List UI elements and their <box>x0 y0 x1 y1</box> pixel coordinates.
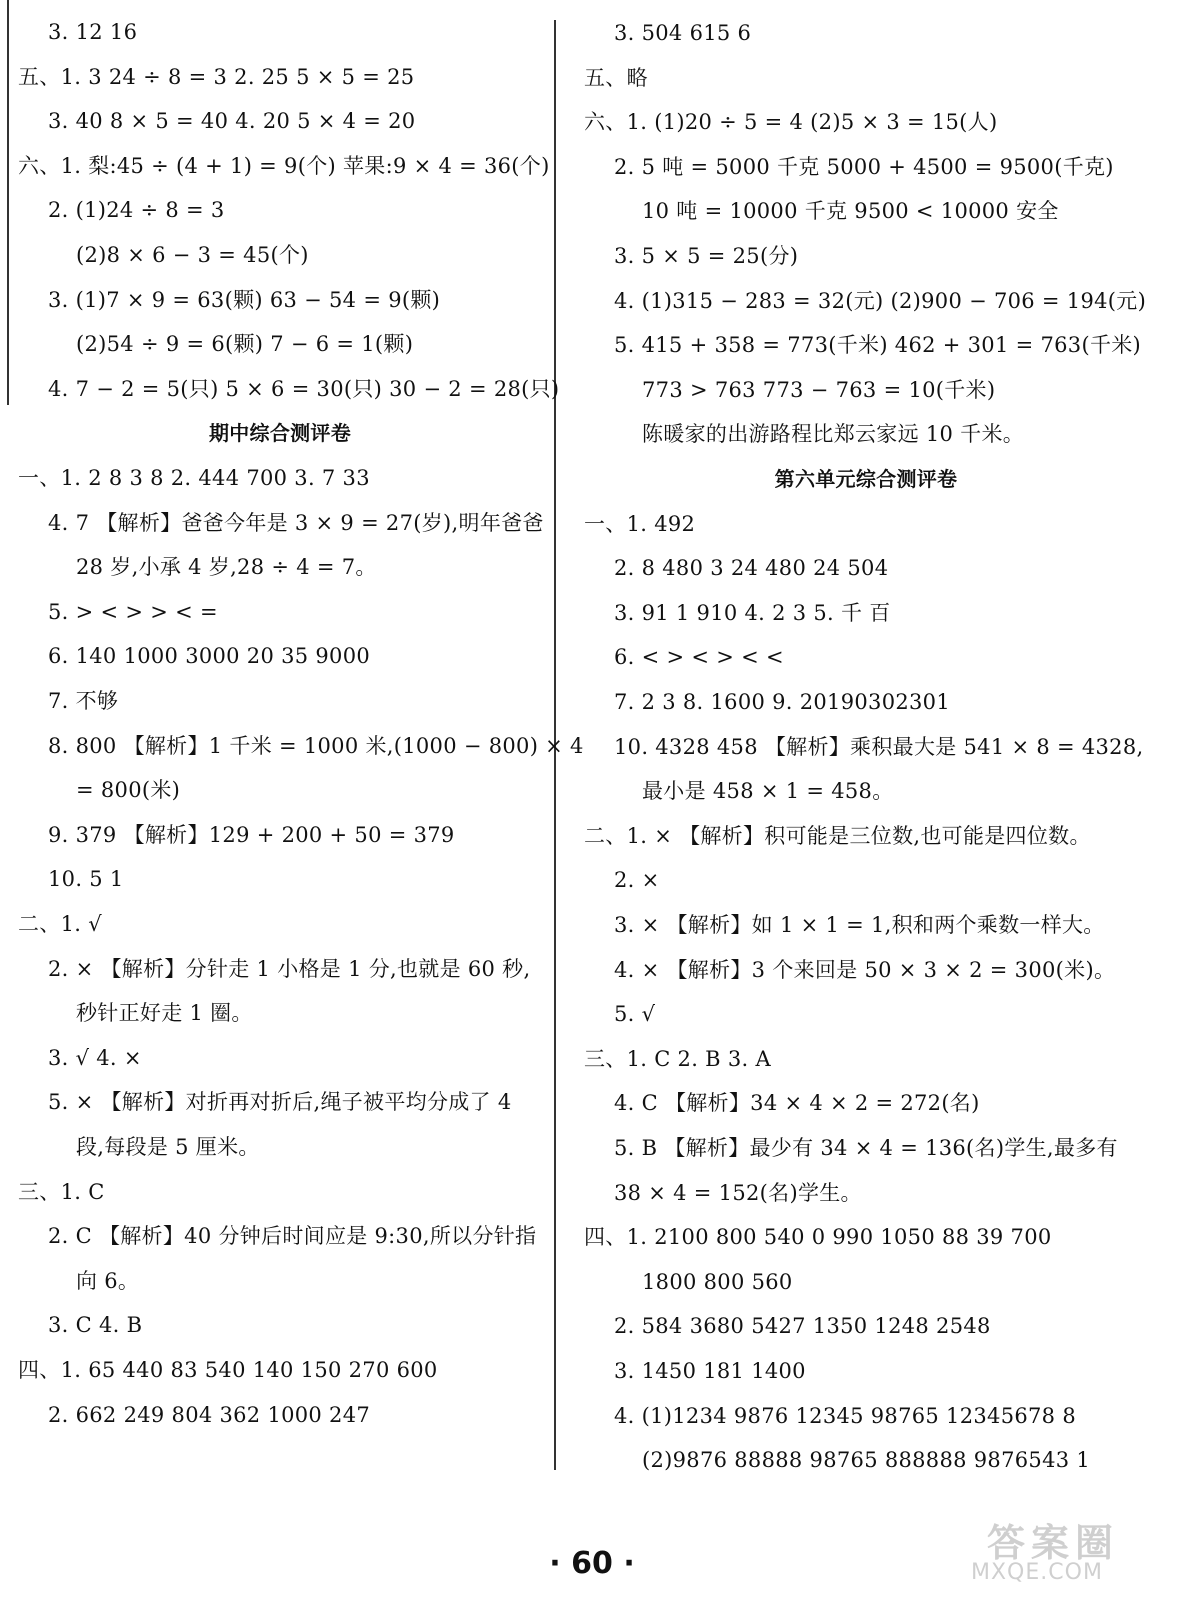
answer-line: 六、1. (1)20 ÷ 5 = 4 (2)5 × 3 = 15(人) <box>584 110 998 135</box>
answer-line: 段,每段是 5 厘米。 <box>76 1135 260 1159</box>
answer-line: 2. C 【解析】40 分钟后时间应是 9:30,所以分针指 <box>48 1224 537 1249</box>
answer-line: 6. 140 1000 3000 20 35 9000 <box>48 644 371 669</box>
watermark-brand: 答案圈 <box>987 1521 1120 1565</box>
answer-line: 4. (1)315 − 283 = 32(元) (2)900 − 706 = 194(元) <box>614 288 1147 313</box>
answer-line: 2. × 【解析】分针走 1 小格是 1 分,也就是 60 秒, <box>48 956 531 981</box>
answer-line: 10. 5 1 <box>48 867 124 892</box>
watermark-domain: MXQE.COM <box>971 1560 1103 1585</box>
answer-line: (2)8 × 6 − 3 = 45(个) <box>76 243 309 267</box>
answer-line: 向 6。 <box>76 1268 140 1293</box>
answer-line: 6. < > < > < < <box>614 645 784 670</box>
answer-line: 7. 2 3 8. 1600 9. 20190302301 <box>614 690 950 714</box>
answer-line: 2. 662 249 804 362 1000 247 <box>48 1402 371 1427</box>
answer-line: 3. 5 × 5 = 25(分) <box>614 244 799 268</box>
answer-line: 一、1. 492 <box>584 511 696 536</box>
answer-line: 最小是 458 × 1 = 458。 <box>642 779 894 804</box>
left-margin-rule <box>7 0 9 405</box>
section-heading: 期中综合测评卷 <box>208 421 352 446</box>
answer-line: 六、1. 梨:45 ÷ (4 + 1) = 9(个) 苹果:9 × 4 = 36(个) <box>18 153 550 178</box>
answer-line: 四、1. 2100 800 540 0 990 1050 88 39 700 <box>584 1225 1052 1250</box>
answer-line: 2. × <box>614 868 660 893</box>
answer-line: 五、略 <box>584 65 648 90</box>
answer-line: 3. C 4. B <box>48 1313 143 1338</box>
answer-line: 秒针正好走 1 圈。 <box>76 1001 253 1026</box>
answer-line: 3. (1)7 × 9 = 63(颗) 63 − 54 = 9(颗) <box>48 287 441 312</box>
section-heading: 第六单元综合测评卷 <box>774 467 958 491</box>
answer-line: 28 岁,小承 4 岁,28 ÷ 4 = 7。 <box>76 555 377 580</box>
answer-line: 4. (1)1234 9876 12345 98765 12345678 8 <box>614 1403 1076 1428</box>
answer-line: 8. 800 【解析】1 千米 = 1000 米,(1000 − 800) × 4 <box>48 733 584 758</box>
answer-line: 9. 379 【解析】129 + 200 + 50 = 379 <box>48 822 455 847</box>
answer-line: 2. (1)24 ÷ 8 = 3 <box>48 198 225 223</box>
answer-line: 三、1. C 2. B 3. A <box>584 1046 771 1071</box>
answer-line: 3. √ 4. × <box>48 1045 142 1070</box>
answer-line: (2)9876 88888 98765 888888 9876543 1 <box>642 1448 1091 1473</box>
answer-line: 3. 91 1 910 4. 2 3 5. 千 百 <box>614 600 891 625</box>
answer-line: 5. × 【解析】对折再对折后,绳子被平均分成了 4 <box>48 1090 512 1115</box>
answer-line: 3. 40 8 × 5 = 40 4. 20 5 × 4 = 20 <box>48 109 416 134</box>
answer-line: 5. > < > > < = <box>48 599 218 624</box>
answer-line: 4. C 【解析】34 × 4 × 2 = 272(名) <box>614 1091 980 1116</box>
answer-line: 3. 504 615 6 <box>614 21 752 45</box>
answer-line: 773 > 763 773 − 763 = 10(千米) <box>642 377 996 402</box>
answer-line: 四、1. 65 440 83 540 140 150 270 600 <box>18 1358 438 1382</box>
answer-line: (2)54 ÷ 9 = 6(颗) 7 − 6 = 1(颗) <box>76 332 414 357</box>
answer-line: 5. √ <box>614 1002 656 1027</box>
answer-line: 陈暖家的出游路程比郑云家远 10 千米。 <box>642 422 1025 447</box>
answer-line: 3. 12 16 <box>48 20 138 44</box>
answer-line: 二、1. √ <box>18 912 102 936</box>
answer-line: 二、1. × 【解析】积可能是三位数,也可能是四位数。 <box>584 823 1091 848</box>
answer-line: 2. 584 3680 5427 1350 1248 2548 <box>614 1314 991 1339</box>
answer-line: 1800 800 560 <box>642 1269 793 1294</box>
answer-line: 3. × 【解析】如 1 × 1 = 1,积和两个乘数一样大。 <box>614 913 1105 937</box>
answer-line: 3. 1450 181 1400 <box>614 1359 806 1383</box>
answer-line: 5. B 【解析】最少有 34 × 4 = 136(名)学生,最多有 <box>614 1136 1118 1160</box>
answer-line: 7. 不够 <box>48 689 119 713</box>
answer-line: 10 吨 = 10000 千克 9500 < 10000 安全 <box>642 199 1059 224</box>
answer-line: 三、1. C <box>18 1179 105 1204</box>
answer-line: 4. 7 − 2 = 5(只) 5 × 6 = 30(只) 30 − 2 = 28(只) <box>48 376 560 401</box>
answer-line: 10. 4328 458 【解析】乘积最大是 541 × 8 = 4328, <box>614 734 1144 759</box>
answer-line: 38 × 4 = 152(名)学生。 <box>614 1180 862 1205</box>
answer-line: = 800(米) <box>76 778 181 803</box>
answer-line: 一、1. 2 8 3 8 2. 444 700 3. 7 33 <box>18 466 370 490</box>
answer-line: 5. 415 + 358 = 773(千米) 462 + 301 = 763(千米) <box>614 333 1142 358</box>
answer-line: 4. 7 【解析】爸爸今年是 3 × 9 = 27(岁),明年爸爸 <box>48 510 544 535</box>
answer-line: 2. 5 吨 = 5000 千克 5000 + 4500 = 9500(千克) <box>614 154 1114 179</box>
page-number: · 60 · <box>549 1546 635 1581</box>
watermark-logo <box>969 1510 1154 1590</box>
answer-line: 五、1. 3 24 ÷ 8 = 3 2. 25 5 × 5 = 25 <box>18 64 415 89</box>
answer-line: 2. 8 480 3 24 480 24 504 <box>614 556 889 581</box>
answer-line: 4. × 【解析】3 个来回是 50 × 3 × 2 = 300(米)。 <box>614 957 1116 982</box>
